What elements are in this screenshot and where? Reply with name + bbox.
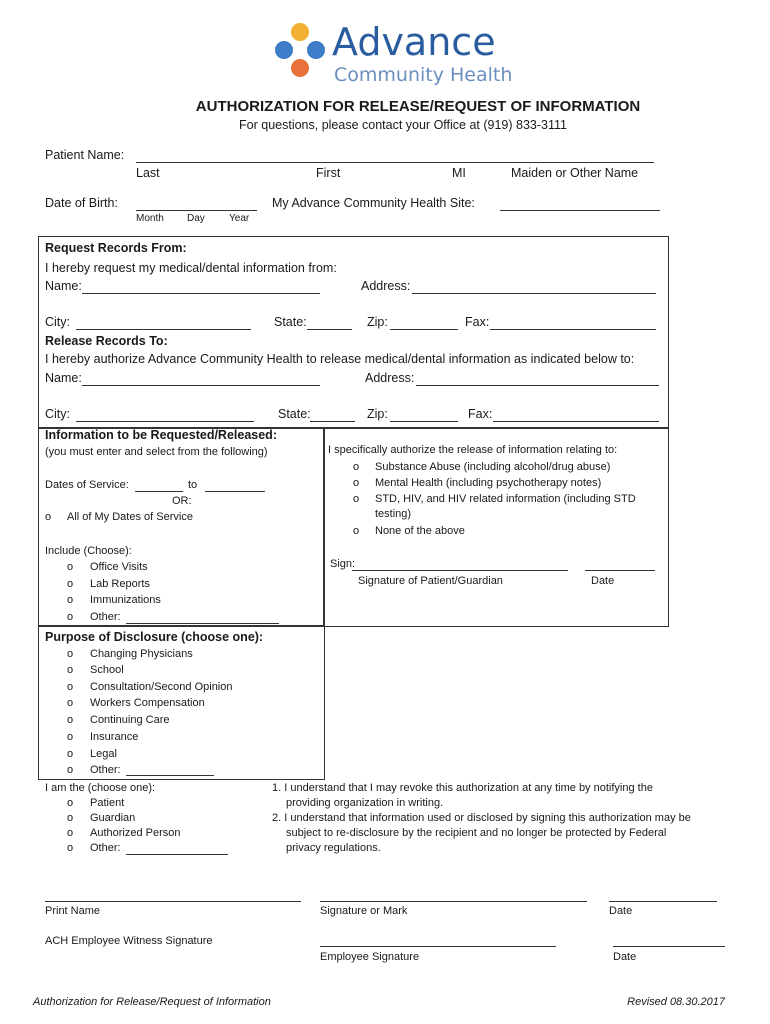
signature-label: Signature or Mark xyxy=(320,905,408,917)
purpose-checkbox-4[interactable]: o xyxy=(67,714,74,726)
logo-mark-icon xyxy=(272,20,328,80)
request-fax-label: Fax: xyxy=(465,315,490,329)
specific-item-2: STD, HIV, and HIV related information (including STD xyxy=(375,493,636,505)
signature-date-field[interactable] xyxy=(609,901,717,902)
request-city-label: City: xyxy=(45,315,70,329)
iam-item-1: Guardian xyxy=(90,812,136,824)
purpose-item-1: School xyxy=(90,664,124,676)
purpose-item-0: Changing Physicians xyxy=(90,648,193,660)
info-heading: Information to be Requested/Released: xyxy=(45,428,277,442)
iam-checkbox-1[interactable]: o xyxy=(67,812,74,824)
iam-item-0: Patient xyxy=(90,797,125,809)
dates-to: to xyxy=(188,479,198,491)
brand-sub: Community Health xyxy=(334,64,513,86)
purpose-item-6: Legal xyxy=(90,748,117,760)
iam-item-2: Authorized Person xyxy=(90,827,181,839)
logo xyxy=(272,20,513,90)
term-2c: privacy regulations. xyxy=(286,842,381,854)
release-fax-field[interactable] xyxy=(493,421,659,422)
term-2b: subject to re-disclosure by the recipient and no longer be protected by Federal xyxy=(286,827,667,839)
dob-field[interactable] xyxy=(136,210,257,211)
purpose-checkbox-1[interactable]: o xyxy=(67,664,74,676)
sign-label: Sign: xyxy=(330,558,356,570)
employee-date-field[interactable] xyxy=(613,946,725,947)
release-zip-label: Zip: xyxy=(367,407,388,421)
include-item-3: Other: xyxy=(90,611,121,623)
site-label: My Advance Community Health Site: xyxy=(272,196,475,210)
dates-or: OR: xyxy=(172,495,192,507)
all-dates-checkbox[interactable]: o xyxy=(45,511,52,523)
employee-signature-label: Employee Signature xyxy=(320,951,420,963)
purpose-checkbox-3[interactable]: o xyxy=(67,697,74,709)
signature-date-label: Date xyxy=(609,905,633,917)
purpose-item-2: Consultation/Second Opinion xyxy=(90,681,233,693)
purpose-item-5: Insurance xyxy=(90,731,139,743)
label-maiden: Maiden or Other Name xyxy=(511,166,639,180)
iam-checkbox-2[interactable]: o xyxy=(67,827,74,839)
release-name-label: Name: xyxy=(45,371,82,385)
patient-signature-label: Signature of Patient/Guardian xyxy=(358,575,503,587)
release-address-label: Address: xyxy=(365,371,415,385)
label-day: Day xyxy=(187,213,205,224)
release-state-label: State: xyxy=(278,407,311,421)
request-address-field[interactable] xyxy=(412,293,656,294)
all-dates-label: All of My Dates of Service xyxy=(67,511,193,523)
dates-to-field[interactable] xyxy=(205,491,265,492)
dob-label: Date of Birth: xyxy=(45,196,118,210)
dates-from-field[interactable] xyxy=(135,491,183,492)
purpose-item-4: Continuing Care xyxy=(90,714,170,726)
request-intro: I hereby request my medical/dental information from: xyxy=(45,261,337,275)
print-name-field[interactable] xyxy=(45,901,301,902)
release-state-field[interactable] xyxy=(310,421,355,422)
purpose-heading: Purpose of Disclosure (choose one): xyxy=(45,630,264,644)
specific-checkbox-1[interactable]: o xyxy=(353,477,360,489)
request-state-label: State: xyxy=(274,315,307,329)
purpose-item-3: Workers Compensation xyxy=(90,697,205,709)
iam-other-field[interactable] xyxy=(126,854,228,855)
release-address-field[interactable] xyxy=(416,385,659,386)
label-last: Last xyxy=(136,166,160,180)
iam-item-3: Other: xyxy=(90,842,121,854)
include-label: Include (Choose): xyxy=(45,545,132,557)
patient-signature-field[interactable] xyxy=(352,570,568,571)
include-other-field[interactable] xyxy=(126,623,279,624)
request-heading: Request Records From: xyxy=(45,241,187,255)
patient-name-field[interactable] xyxy=(136,162,654,163)
dates-label: Dates of Service: xyxy=(45,479,129,491)
release-zip-field[interactable] xyxy=(390,421,458,422)
release-name-field[interactable] xyxy=(82,385,320,386)
include-checkbox-1[interactable]: o xyxy=(67,578,74,590)
include-checkbox-2[interactable]: o xyxy=(67,594,74,606)
site-field[interactable] xyxy=(500,210,660,211)
specific-item-3: None of the above xyxy=(375,525,465,537)
purpose-other-field[interactable] xyxy=(126,775,214,776)
request-zip-label: Zip: xyxy=(367,315,388,329)
request-fax-field[interactable] xyxy=(490,329,656,330)
purpose-checkbox-5[interactable]: o xyxy=(67,731,74,743)
include-checkbox-0[interactable]: o xyxy=(67,561,74,573)
patient-name-label: Patient Name: xyxy=(45,148,125,162)
purpose-item-7: Other: xyxy=(90,764,121,776)
employee-date-label: Date xyxy=(613,951,637,963)
purpose-checkbox-0[interactable]: o xyxy=(67,648,74,660)
request-name-field[interactable] xyxy=(82,293,320,294)
page-subtitle: For questions, please contact your Office at (919) 833-3111 xyxy=(239,118,567,132)
label-first: First xyxy=(316,166,341,180)
footer-right: Revised 08.30.2017 xyxy=(627,996,725,1008)
specific-item-2-cont: testing) xyxy=(375,508,412,520)
label-year: Year xyxy=(229,213,250,224)
label-mi: MI xyxy=(452,166,466,180)
request-city-field[interactable] xyxy=(76,329,251,330)
specific-intro: I specifically authorize the release of information relating to: xyxy=(328,444,618,456)
patient-date-label: Date xyxy=(591,575,615,587)
request-name-label: Name: xyxy=(45,279,82,293)
release-city-field[interactable] xyxy=(76,421,254,422)
request-zip-field[interactable] xyxy=(390,329,458,330)
label-month: Month xyxy=(136,213,164,224)
specific-item-0: Substance Abuse (including alcohol/drug abuse) xyxy=(375,461,611,473)
release-heading: Release Records To: xyxy=(45,334,168,348)
purpose-checkbox-6[interactable]: o xyxy=(67,748,74,760)
term-1a: 1. I understand that I may revoke this authorization at any time by notifying the xyxy=(272,782,653,794)
include-checkbox-3[interactable]: o xyxy=(67,611,74,623)
term-1b: providing organization in writing. xyxy=(286,797,444,809)
include-item-0: Office Visits xyxy=(90,561,148,573)
employee-signature-field[interactable] xyxy=(320,946,556,947)
request-state-field[interactable] xyxy=(307,329,352,330)
info-note: (you must enter and select from the following) xyxy=(45,446,268,458)
specific-checkbox-3[interactable]: o xyxy=(353,525,360,537)
request-address-label: Address: xyxy=(361,279,411,293)
release-fax-label: Fax: xyxy=(468,407,493,421)
term-2a: 2. I understand that information used or disclosed by signing this authorization may be xyxy=(272,812,691,824)
witness-label: ACH Employee Witness Signature xyxy=(45,935,213,947)
patient-sign-date-field[interactable] xyxy=(585,570,655,571)
print-name-label: Print Name xyxy=(45,905,101,917)
page-title: AUTHORIZATION FOR RELEASE/REQUEST OF INFORMATION xyxy=(195,98,641,115)
footer-left: Authorization for Release/Request of Information xyxy=(33,996,271,1008)
release-intro: I hereby authorize Advance Community Health to release medical/dental information as indicated below to: xyxy=(45,352,635,366)
specific-checkbox-2[interactable]: o xyxy=(353,493,360,505)
purpose-checkbox-7[interactable]: o xyxy=(67,764,74,776)
include-item-1: Lab Reports xyxy=(90,578,150,590)
iam-checkbox-3[interactable]: o xyxy=(67,842,74,854)
specific-checkbox-0[interactable]: o xyxy=(353,461,360,473)
iam-checkbox-0[interactable]: o xyxy=(67,797,74,809)
purpose-checkbox-2[interactable]: o xyxy=(67,681,74,693)
brand-name: Advance xyxy=(332,20,496,64)
include-item-2: Immunizations xyxy=(90,594,161,606)
release-city-label: City: xyxy=(45,407,70,421)
specific-item-1: Mental Health (including psychotherapy notes) xyxy=(375,477,602,489)
signature-field[interactable] xyxy=(320,901,587,902)
iam-heading: I am the (choose one): xyxy=(45,782,156,794)
